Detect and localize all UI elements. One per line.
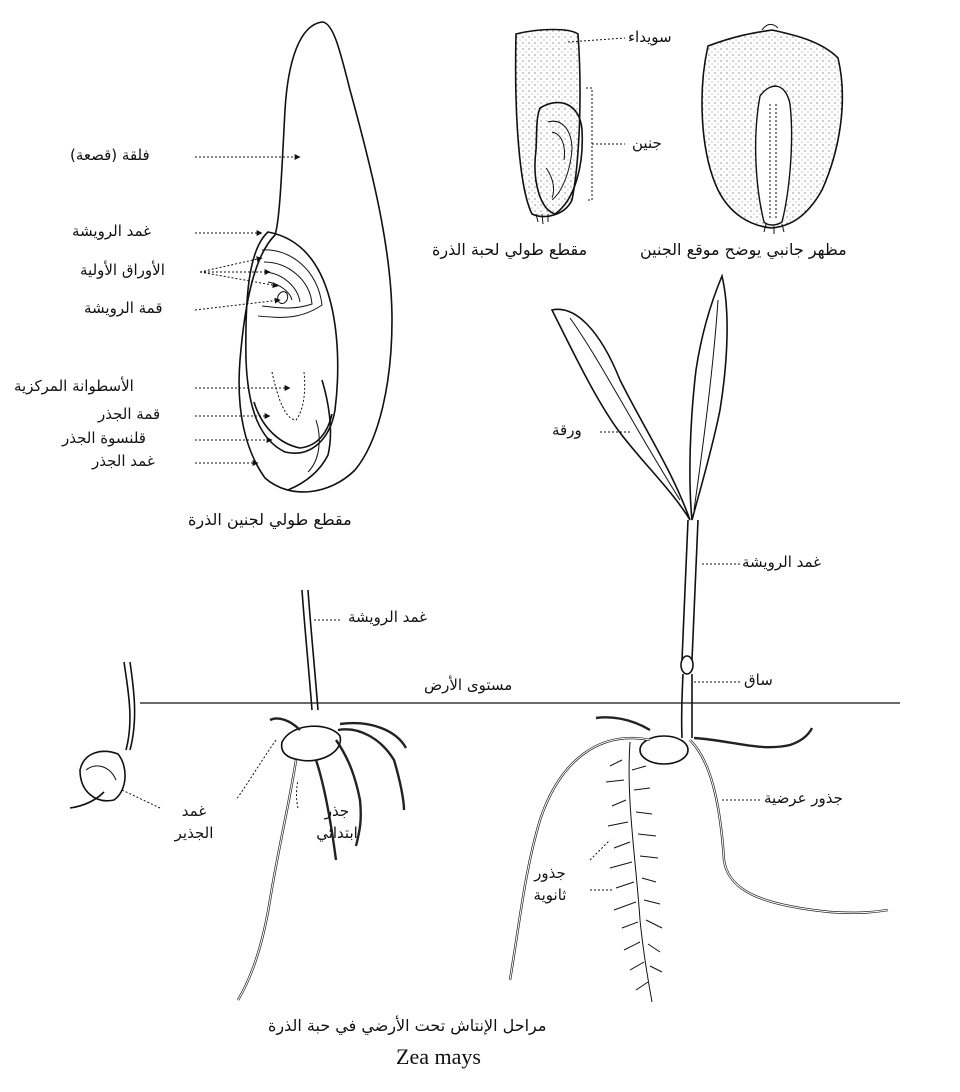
embryo-leader-lines [195, 157, 300, 463]
label-seedling-coleoptile: غمد الرويشة [742, 553, 822, 571]
grain-section-drawing [516, 30, 625, 225]
coleoptile-stem [682, 520, 698, 660]
leaf-left [552, 309, 690, 520]
secondary-roots [606, 742, 662, 1002]
embryo-section-drawing [239, 22, 392, 492]
caption-footer: مراحل الإنتاش تحت الأرضي في حبة الذرة [268, 1016, 547, 1035]
label-scutellum: فلقة (قصعة) [70, 146, 150, 164]
embryo-window [756, 86, 792, 225]
label-root-cap: قلنسوة الجذر [62, 429, 146, 447]
label-adventitious-roots: جذور عرضية [764, 789, 843, 807]
caption-embryo-section: مقطع طولي لجنين الذرة [188, 510, 352, 529]
stage1-drawing [70, 662, 160, 808]
label-stage1-coleorhiza: غمد الجذير [174, 802, 214, 842]
embryo-axis-outline [246, 232, 338, 453]
label-coleoptile: غمد الرويشة [72, 222, 152, 240]
plumule-tip [278, 292, 288, 304]
label-stage2-primary-root: جذر ابتدائي [316, 802, 358, 842]
stem-lower [682, 674, 692, 738]
endosperm-fill [516, 30, 580, 217]
species-name: Zea mays [396, 1044, 481, 1069]
label-embryo: جنين [632, 134, 662, 152]
leaf-line-1 [266, 272, 300, 302]
caption-grain-side: مظهر جانبي يوضح موقع الجنين [640, 240, 847, 259]
label-ground-level: مستوى الأرض [424, 676, 513, 694]
label-radicle-tip: قمة الجذر [98, 405, 161, 423]
stem-node [681, 656, 693, 674]
stele-dashed [272, 372, 305, 420]
coleoptile-line-2 [262, 262, 312, 308]
label-plumule-tip: قمة الرويشة [84, 299, 163, 317]
label-stele: الأسطوانة المركزية [14, 377, 134, 395]
label-first-leaves: الأوراق الأولية [80, 261, 165, 279]
label-stem: ساق [744, 671, 773, 689]
label-endosperm: سويداء [628, 28, 672, 46]
label-leaf: ورقة [552, 421, 582, 439]
label-coleorhiza: غمد الجذر [92, 452, 155, 470]
caption-grain-section: مقطع طولي لحبة الذرة [432, 240, 588, 259]
label-stage2-coleoptile: غمد الرويشة [348, 608, 428, 626]
grain-side-drawing [702, 24, 842, 234]
stage2-drawing [236, 590, 406, 1000]
label-secondary-roots: جذور ثانوية [533, 864, 567, 904]
